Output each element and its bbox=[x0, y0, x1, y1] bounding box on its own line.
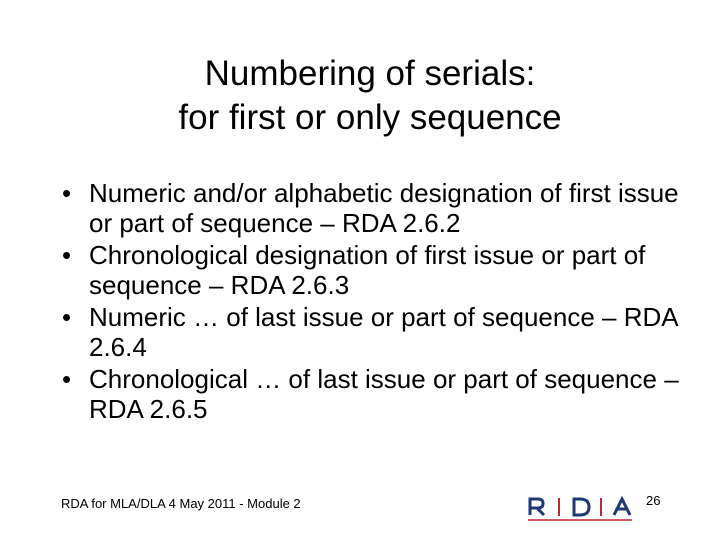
rda-logo bbox=[528, 495, 640, 523]
logo-letter-d bbox=[574, 499, 589, 515]
bullet-text: Numeric … of last issue or part of sequence – RDA 2.6.4 bbox=[89, 302, 678, 362]
logo-tagline bbox=[528, 519, 632, 521]
bullet-text: Chronological designation of first issue or part of sequence – RDA 2.6.3 bbox=[89, 240, 646, 300]
bullet-marker: • bbox=[62, 178, 72, 208]
logo-divider bbox=[600, 498, 602, 516]
slide-footer: RDA for MLA/DLA 4 May 2011 - Module 2 bbox=[61, 496, 301, 511]
bullet-item bbox=[62, 364, 692, 424]
bullet-list bbox=[62, 178, 692, 426]
bullet-text: Chronological … of last issue or part of sequence – RDA 2.6.5 bbox=[89, 364, 679, 424]
bullet-item bbox=[62, 240, 692, 300]
page-number: 26 bbox=[646, 493, 661, 508]
title-line-2: for first or only sequence bbox=[178, 98, 562, 137]
logo-divider bbox=[558, 498, 560, 516]
bullet-item bbox=[62, 178, 692, 238]
bullet-marker: • bbox=[62, 240, 72, 270]
bullet-item bbox=[62, 302, 692, 362]
logo-letter-r bbox=[530, 499, 544, 515]
title-line-1: Numbering of serials: bbox=[204, 54, 536, 93]
bullet-text: Numeric and/or alphabetic designation of first issue or part of sequence – RDA 2.6.2 bbox=[89, 178, 679, 238]
bullet-marker: • bbox=[62, 364, 72, 394]
slide-title bbox=[100, 52, 640, 140]
bullet-marker: • bbox=[62, 302, 72, 332]
logo-letter-a bbox=[614, 499, 630, 515]
